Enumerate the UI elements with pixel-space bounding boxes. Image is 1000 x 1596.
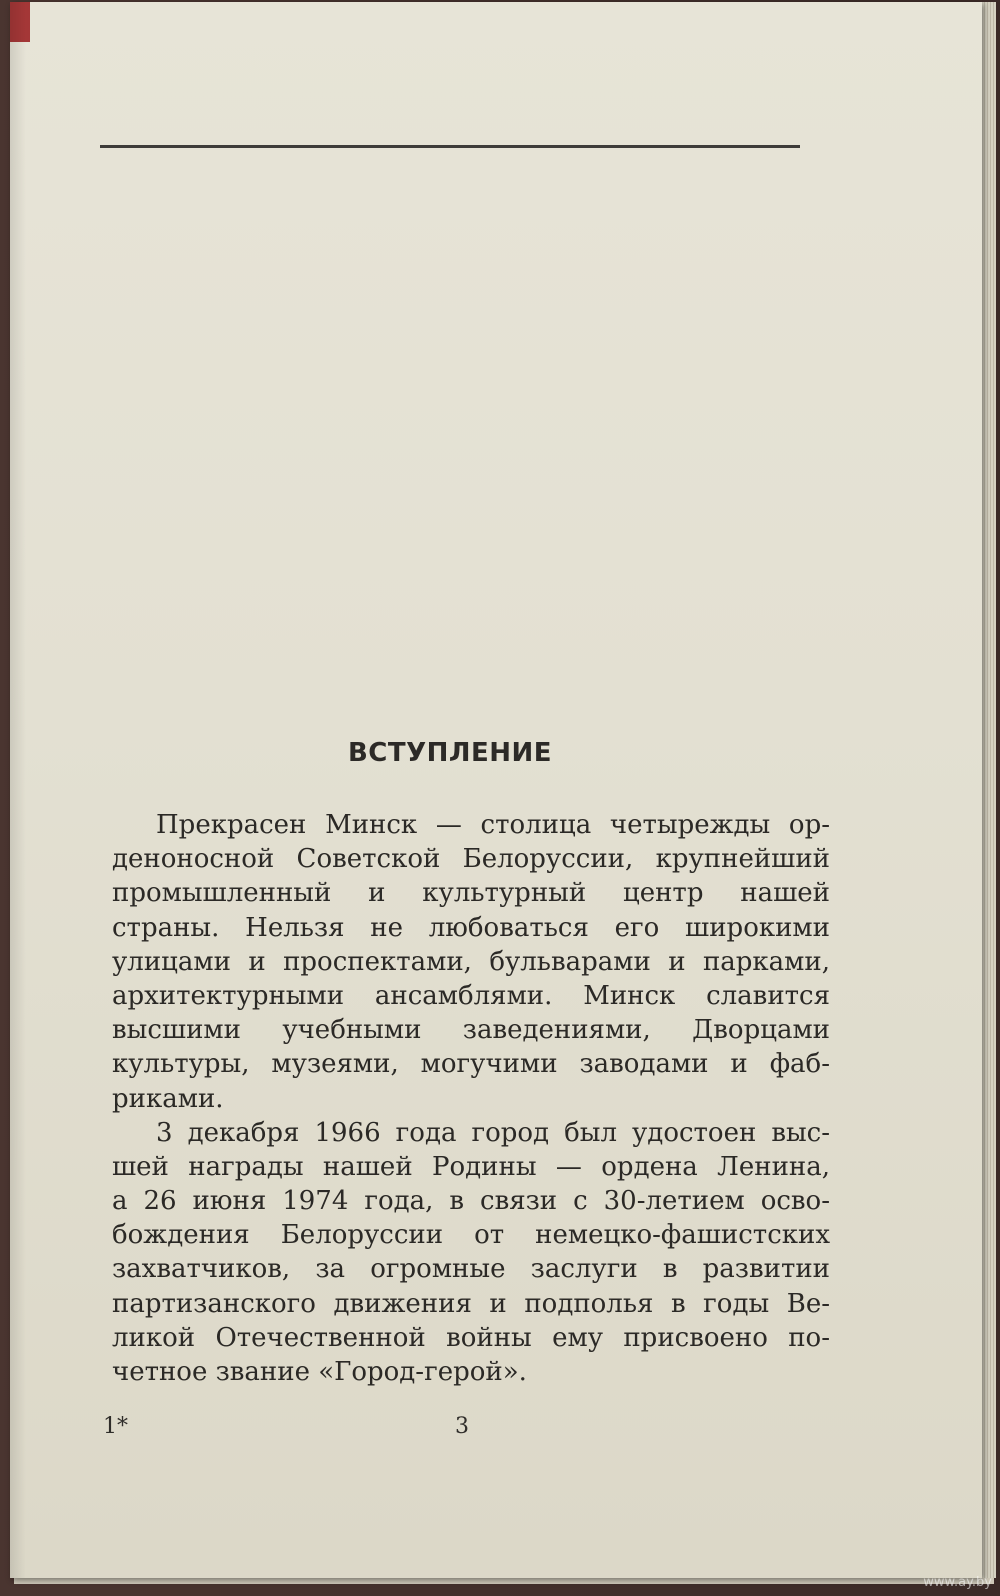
text-line: а 26 июня 1974 года, в связи с 30-летием осво- xyxy=(112,1186,830,1217)
signature-mark: 1* xyxy=(103,1414,128,1439)
text-line: риками. xyxy=(112,1083,224,1114)
text-line: культуры, музеями, могучими заводами и фаб- xyxy=(112,1049,830,1080)
text-line: архитектурными ансамблями. Минск славится xyxy=(112,980,830,1011)
page-number: 3 xyxy=(455,1414,469,1439)
text-line: захватчиков, за огромные заслуги в развитии xyxy=(112,1254,830,1285)
text-line: промышленный и культурный центр нашей xyxy=(112,878,830,909)
text-line: Прекрасен Минск — столица четырежды ор- xyxy=(156,810,830,840)
text-line: страны. Нельзя не любоваться его широкими xyxy=(112,912,830,943)
text-line: бождения Белоруссии от немецко-фашистских xyxy=(112,1220,830,1251)
text-line: деноносной Советской Белоруссии, крупнейший xyxy=(112,844,830,875)
text-line: четное звание «Город-герой». xyxy=(112,1357,527,1387)
text-line: 3 декабря 1966 года город был удостоен выс- xyxy=(156,1117,830,1148)
page-stack-edge xyxy=(982,2,996,1578)
text-line: улицами и проспектами, бульварами и парками, xyxy=(112,946,830,977)
text-line: высшими учебными заведениями, Дворцами xyxy=(112,1015,830,1046)
watermark: www.ay.by xyxy=(923,1575,992,1590)
text-line: шей награды нашей Родины — ордена Ленина, xyxy=(112,1151,830,1182)
section-heading: ВСТУПЛЕНИЕ xyxy=(347,738,553,768)
binding-mark xyxy=(10,2,30,42)
header-rule xyxy=(100,145,800,148)
body-text xyxy=(112,808,830,1389)
text-line: партизанского движения и подполья в годы Ве- xyxy=(112,1288,830,1319)
text-line: ликой Отечественной войны ему присвоено по- xyxy=(112,1322,830,1353)
